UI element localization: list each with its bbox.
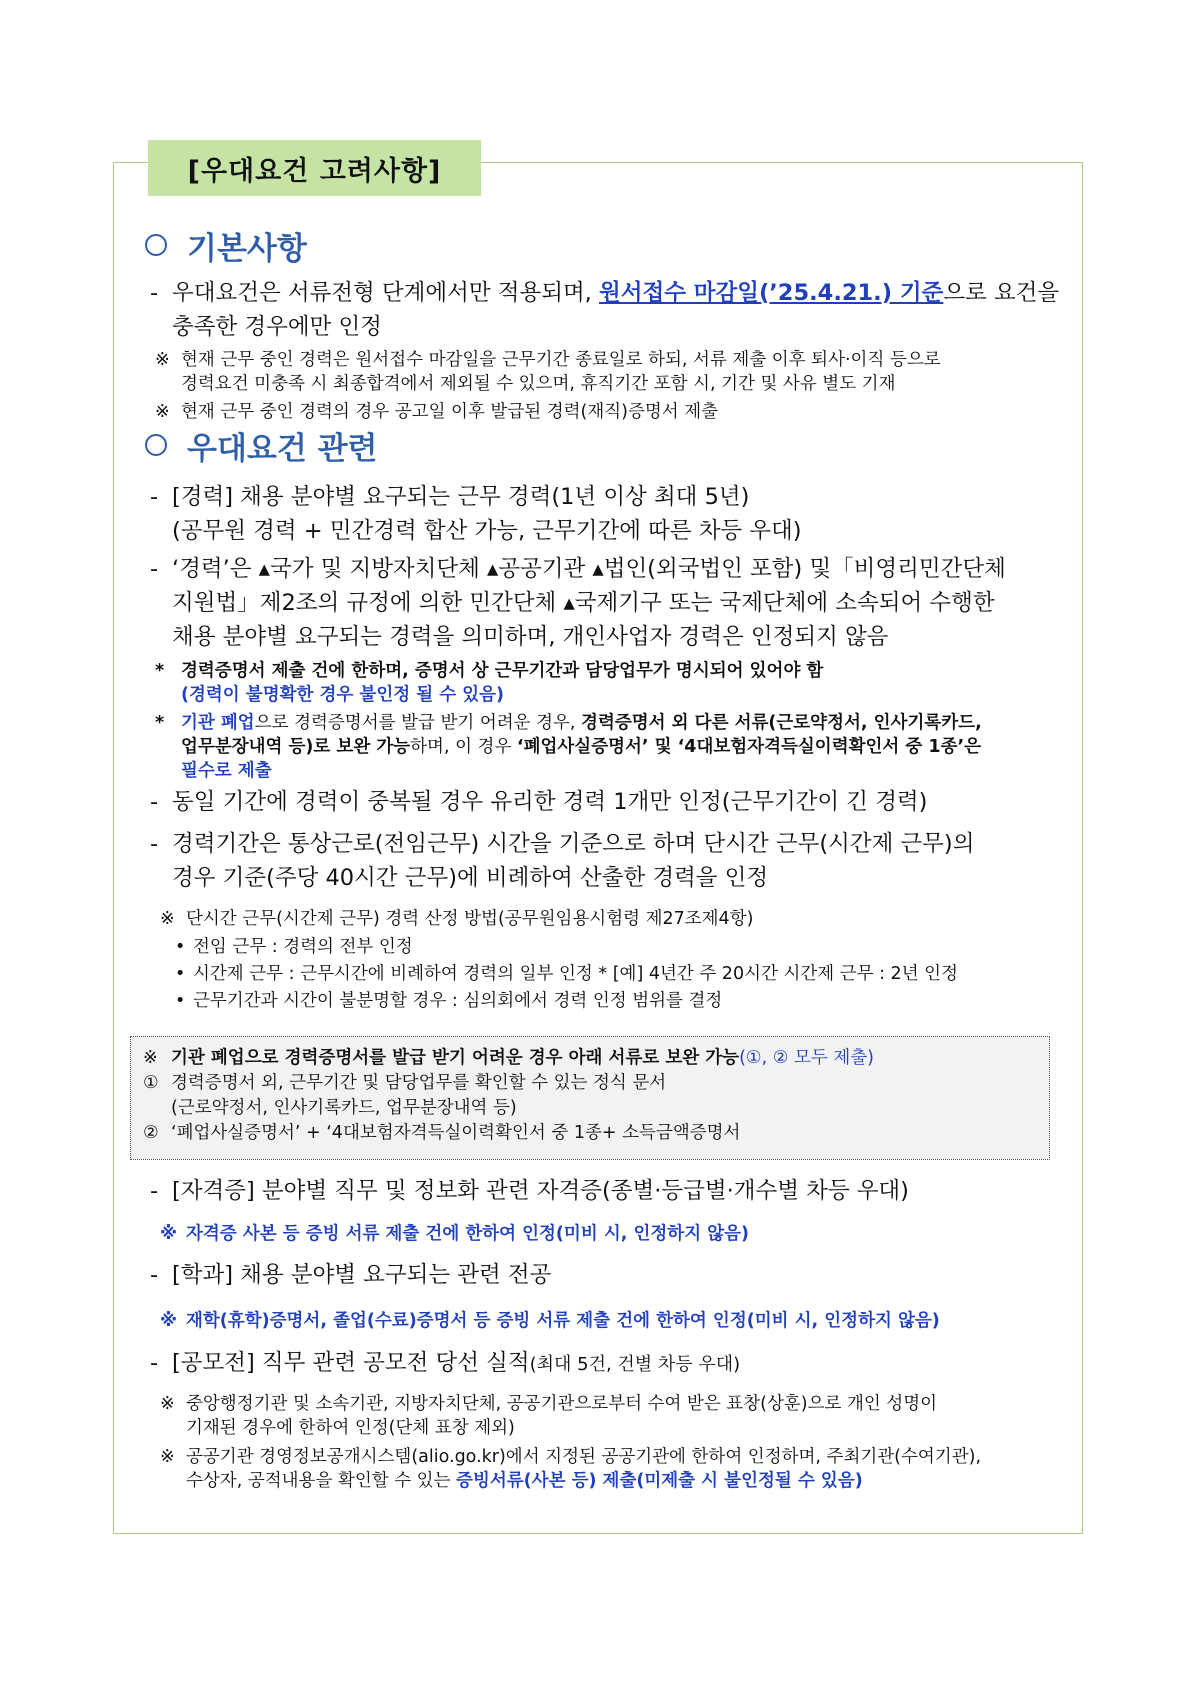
deadline-highlight: 원서접수 마감일(’25.4.21.) 기준 (599, 280, 944, 306)
basic-note-2: ※ 현재 근무 중인 경력의 경우 공고일 이후 발급된 경력(재직)증명서 제출 (155, 402, 719, 422)
career-item: - [경력] 채용 분야별 요구되는 근무 경력(1년 이상 최대 5년) (공무원 경력 + 민간경력 합산 가능, 근무기간에 따른 차등 우대) (150, 484, 802, 544)
page-title: [우대요건 고려사항] (148, 140, 481, 196)
contest-item: - [공모전] 직무 관련 공모전 당선 실적(최대 5건, 건별 차등 우대) (150, 1350, 741, 1376)
contest-note-2: ※ 공공기관 경영정보공개시스템(alio.go.kr)에서 지정된 공공기관에 한하여 인정하며, 주최기관(수여기관), 수상자, 공적내용을 확인할 수 있는 증빙서류(사본 등) 제출(미제출 시 불인정될 수 있음) (160, 1447, 982, 1491)
cert-item: - [자격증] 분야별 직무 및 정보화 관련 자격증(종별·등급별·개수별 차등 우대) (150, 1178, 909, 1204)
career-star-note-2: * 기관 폐업으로 경력증명서를 발급 받기 어려운 경우, 경력증명서 외 다른 서류(근로약정서, 인사기록카드, 업무분장내역 등)로 보완 가능하며, 이 경우 ‘폐업사실증명서’ 및 ‘4대보험자격득실이력확인서 중 1종’은 필수로 제출 (155, 713, 982, 781)
section-heading-preference: 우대요건 관련 (145, 422, 1075, 468)
basic-note-1: ※ 현재 근무 중인 경력은 원서접수 마감일을 근무기간 종료일로 하되, 서류 제출 이후 퇴사·이직 등으로 경력요건 미충족 시 최종합격에서 제외될 수 있으며, 휴직기간 포함 시, 기간 및 사유 별도 기재 (155, 350, 941, 394)
closure-info-box (130, 1036, 1050, 1160)
contest-note-1: ※ 중앙행정기관 및 소속기관, 지방자치단체, 공공기관으로부터 수여 받은 표창(상훈)으로 개인 성명이 기재된 경우에 한하여 인정(단체 표창 제외) (160, 1394, 938, 1438)
career-duplicate: - 동일 기간에 경력이 중복될 경우 유리한 경력 1개만 인정(근무기간이 긴 경력) (150, 789, 928, 815)
calc-bullet-1: • 전임 근무 : 경력의 전부 인정 (175, 937, 413, 957)
career-definition: - ‘경력’은 ▴국가 및 지방자치단체 ▴공공기관 ▴법인(외국법인 포함) 및「비영리민간단체 지원법」제2조의 규정에 의한 민간단체 ▴국제기구 또는 국제단체에 소속되어 수행한 채용 분야별 요구되는 경력을 의미하며, 개인사업자 경력은 인정되지 않음 (150, 556, 1006, 650)
calc-bullet-3: • 근무기간과 시간이 불분명할 경우 : 심의회에서 경력 인정 범위를 결정 (175, 991, 723, 1011)
career-period: - 경력기간은 통상근로(전임근무) 시간을 기준으로 하며 단시간 근무(시간제 근무)의 경우 기준(주당 40시간 근무)에 비례하여 산출한 경력을 인정 (150, 831, 975, 891)
career-calc-note: ※ 단시간 근무(시간제 근무) 경력 산정 방법(공무원임용시험령 제27조제4항) (160, 909, 754, 929)
circle-bullet-icon (145, 434, 167, 456)
section-heading-basic: 기본사항 (145, 222, 1075, 268)
career-star-note-1: * 경력증명서 제출 건에 한하며, 증명서 상 근무기간과 담당업무가 명시되어 있어야 함 (경력이 불명확한 경우 불인정 될 수 있음) (155, 661, 824, 705)
circle-bullet-icon (145, 234, 167, 256)
major-note: ※ 재학(휴학)증명서, 졸업(수료)증명서 등 증빙 서류 제출 건에 한하여 인정(미비 시, 인정하지 않음) (160, 1311, 940, 1331)
box-item-2: ② ‘폐업사실증명서’ + ‘4대보험자격득실이력확인서 중 1종+ 소득금액증명서 (143, 1123, 741, 1143)
calc-bullet-2: • 시간제 근무 : 근무시간에 비례하여 경력의 일부 인정 * [예] 4년간 주 20시간 시간제 근무 : 2년 인정 (175, 964, 958, 984)
basic-item: - 우대요건은 서류전형 단계에서만 적용되며, 원서접수 마감일(’25.4.21.) 기준으로 요건을 충족한 경우에만 인정 (150, 280, 1060, 340)
box-item-1: ① 경력증명서 외, 근무기간 및 담당업무를 확인할 수 있는 정식 문서 (근로약정서, 인사기록카드, 업무분장내역 등) (143, 1073, 667, 1118)
box-heading: ※ 기관 폐업으로 경력증명서를 발급 받기 어려운 경우 아래 서류로 보완 가능(①, ② 모두 제출) (143, 1048, 874, 1068)
major-item: - [학과] 채용 분야별 요구되는 관련 전공 (150, 1262, 552, 1288)
cert-note: ※ 자격증 사본 등 증빙 서류 제출 건에 한하여 인정(미비 시, 인정하지 않음) (160, 1224, 749, 1244)
